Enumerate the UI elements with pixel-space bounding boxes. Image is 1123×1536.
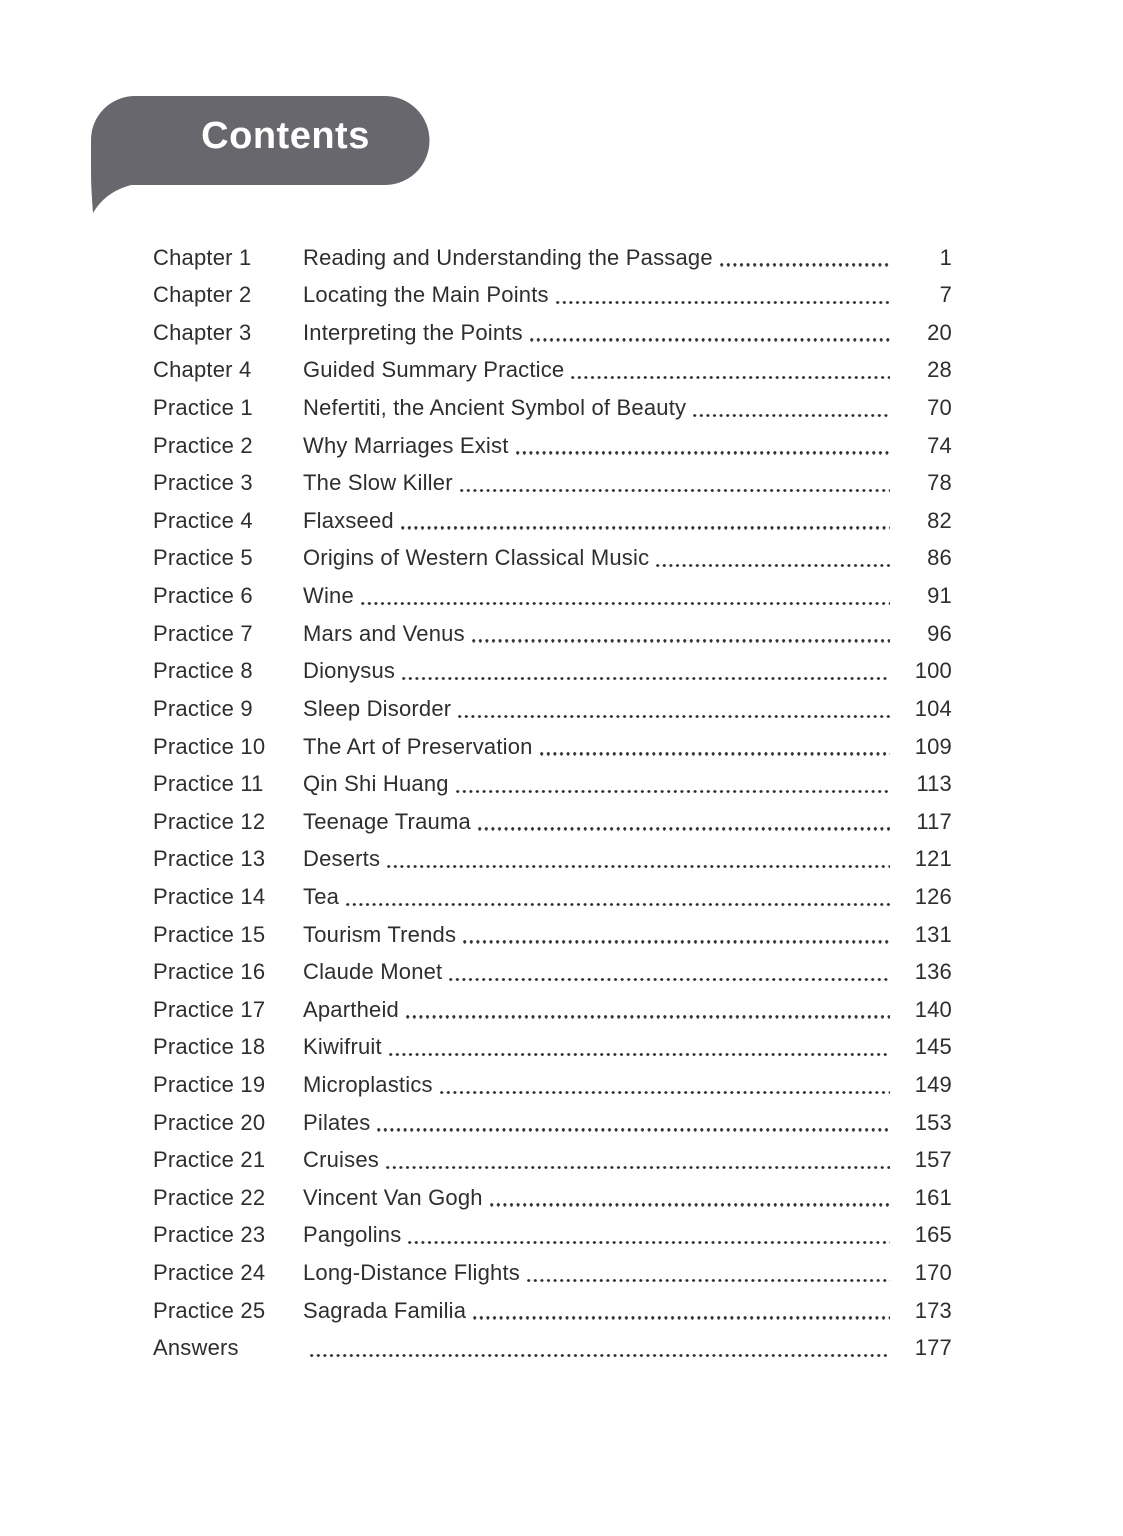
toc-entry-page: 126 <box>914 883 952 909</box>
toc-entry-title: Flaxseed <box>303 507 394 533</box>
toc-row <box>153 276 952 314</box>
toc-entry-title: Wine <box>303 583 354 609</box>
toc-entry-page: 74 <box>927 432 952 458</box>
toc-dotted-leader <box>387 865 890 868</box>
toc-entry-title: Mars and Venus <box>303 620 465 646</box>
toc-row <box>153 1291 952 1329</box>
toc-entry-label: Practice 10 <box>153 733 266 759</box>
toc-entry-page: 96 <box>927 620 952 646</box>
toc-entry-label: Practice 24 <box>153 1260 266 1286</box>
toc-entry-page: 149 <box>914 1072 952 1098</box>
toc-row <box>153 802 952 840</box>
toc-entry-page: 140 <box>914 996 952 1022</box>
toc-entry-title: Pangolins <box>303 1222 402 1248</box>
page-title: Contents <box>201 115 370 157</box>
toc-dotted-leader <box>389 1053 890 1056</box>
toc-entry-page: 153 <box>914 1109 952 1135</box>
toc-dotted-leader <box>516 451 890 454</box>
toc-entry-label: Practice 6 <box>153 583 253 609</box>
toc-entry-title: Reading and Understanding the Passage <box>303 244 713 270</box>
toc-row <box>153 689 952 727</box>
toc-entry-title: Qin Shi Huang <box>303 771 449 797</box>
toc-row <box>153 1253 952 1291</box>
toc-entry-title: Locating the Main Points <box>303 282 549 308</box>
toc-entry-label: Practice 16 <box>153 959 266 985</box>
toc-dotted-leader <box>720 263 890 266</box>
toc-dotted-leader <box>556 301 890 304</box>
toc-entry-page: 165 <box>914 1222 952 1248</box>
toc-row <box>153 614 952 652</box>
toc-entry-page: 100 <box>914 658 952 684</box>
toc-entry-label: Practice 18 <box>153 1034 266 1060</box>
toc-entry-page: 157 <box>914 1147 952 1173</box>
toc-entry-page: 28 <box>927 357 952 383</box>
toc-entry-label: Chapter 4 <box>153 357 252 383</box>
toc-dotted-leader <box>540 752 890 755</box>
toc-dotted-leader <box>401 526 890 529</box>
toc-entry-page: 131 <box>914 921 952 947</box>
toc-row <box>153 501 952 539</box>
toc-entry-page: 104 <box>914 695 952 721</box>
toc-row <box>153 990 952 1028</box>
toc-entry-title: Deserts <box>303 846 381 872</box>
toc-row <box>153 877 952 915</box>
toc-row <box>153 1065 952 1103</box>
toc-dotted-leader <box>478 827 890 830</box>
toc-row <box>153 238 952 276</box>
toc-entry-label: Practice 22 <box>153 1184 266 1210</box>
toc-entry-title: Guided Summary Practice <box>303 357 565 383</box>
toc-dotted-leader <box>463 940 890 943</box>
toc-entry-label: Practice 25 <box>153 1297 266 1323</box>
toc-row <box>153 953 952 991</box>
toc-entry-title: Cruises <box>303 1147 379 1173</box>
toc-entry-label: Practice 4 <box>153 507 253 533</box>
toc-entry-title: Pilates <box>303 1109 371 1135</box>
toc-entry-label: Practice 2 <box>153 432 253 458</box>
toc-row <box>153 1329 952 1367</box>
toc-dotted-leader <box>402 677 890 680</box>
toc-entry-page: 7 <box>939 282 952 308</box>
toc-entry-title: The Art of Preservation <box>303 733 533 759</box>
toc-dotted-leader <box>530 338 890 341</box>
toc-dotted-leader <box>310 1354 890 1357</box>
toc-entry-label: Practice 3 <box>153 470 253 496</box>
contents-header <box>91 96 430 213</box>
toc-row <box>153 1216 952 1254</box>
toc-entry-label: Practice 5 <box>153 545 253 571</box>
toc-dotted-leader <box>377 1128 890 1131</box>
toc-dotted-leader <box>406 1015 890 1018</box>
toc-entry-title: Teenage Trauma <box>303 808 471 834</box>
toc-row <box>153 765 952 803</box>
toc-entry-page: 82 <box>927 507 952 533</box>
toc-entry-title: Microplastics <box>303 1072 433 1098</box>
toc-dotted-leader <box>472 639 890 642</box>
toc-entry-page: 20 <box>927 319 952 345</box>
toc-row <box>153 840 952 878</box>
toc-entry-label: Practice 9 <box>153 695 253 721</box>
toc-entry-page: 121 <box>914 846 952 872</box>
toc-entry-label: Practice 8 <box>153 658 253 684</box>
toc-entry-title: Long-Distance Flights <box>303 1260 520 1286</box>
toc-entry-label: Practice 1 <box>153 395 253 421</box>
toc-entry-title: The Slow Killer <box>303 470 453 496</box>
toc-row <box>153 915 952 953</box>
toc-entry-label: Chapter 2 <box>153 282 252 308</box>
toc-entry-title: Sleep Disorder <box>303 695 452 721</box>
toc-entry-page: 161 <box>914 1184 952 1210</box>
toc-entry-page: 136 <box>914 959 952 985</box>
toc-entry-page: 177 <box>914 1335 952 1361</box>
toc-dotted-leader <box>386 1166 890 1169</box>
toc-entry-title: Interpreting the Points <box>303 319 523 345</box>
toc-entry-title: Sagrada Familia <box>303 1297 467 1323</box>
toc-entry-label: Practice 20 <box>153 1109 266 1135</box>
toc-entry-page: 78 <box>927 470 952 496</box>
toc-entry-label: Chapter 3 <box>153 319 252 345</box>
toc-entry-label: Practice 19 <box>153 1072 266 1098</box>
toc-dotted-leader <box>460 489 890 492</box>
toc-entry-title: Origins of Western Classical Music <box>303 545 650 571</box>
toc-row <box>153 727 952 765</box>
toc-dotted-leader <box>473 1316 890 1319</box>
toc-row <box>153 1141 952 1179</box>
toc-entry-label: Practice 13 <box>153 846 266 872</box>
toc-entry-title: Vincent Van Gogh <box>303 1184 483 1210</box>
toc-entry-label: Practice 17 <box>153 996 266 1022</box>
toc-entry-page: 1 <box>939 244 952 270</box>
toc-entry-title: Nefertiti, the Ancient Symbol of Beauty <box>303 395 687 421</box>
toc-row <box>153 576 952 614</box>
toc-entry-page: 109 <box>914 733 952 759</box>
toc-entry-title: Why Marriages Exist <box>303 432 509 458</box>
toc-entry-label: Practice 11 <box>153 771 264 797</box>
toc-row <box>153 426 952 464</box>
toc-entry-label: Practice 23 <box>153 1222 266 1248</box>
toc-entry-title: Kiwifruit <box>303 1034 382 1060</box>
toc-entry-page: 170 <box>914 1260 952 1286</box>
toc-list <box>153 238 952 1366</box>
toc-row <box>153 652 952 690</box>
toc-entry-page: 173 <box>914 1297 952 1323</box>
toc-entry-page: 145 <box>914 1034 952 1060</box>
toc-dotted-leader <box>361 602 890 605</box>
toc-row <box>153 313 952 351</box>
toc-row <box>153 464 952 502</box>
toc-row <box>153 539 952 577</box>
toc-entry-label: Practice 12 <box>153 808 266 834</box>
toc-entry-label: Practice 21 <box>153 1147 266 1173</box>
toc-entry-page: 70 <box>927 395 952 421</box>
toc-dotted-leader <box>449 978 890 981</box>
toc-dotted-leader <box>408 1241 890 1244</box>
toc-entry-label: Chapter 1 <box>153 244 252 270</box>
toc-dotted-leader <box>456 790 890 793</box>
toc-entry-page: 113 <box>916 771 952 797</box>
toc-entry-label: Practice 7 <box>153 620 253 646</box>
toc-dotted-leader <box>693 414 890 417</box>
toc-row <box>153 388 952 426</box>
toc-row <box>153 1028 952 1066</box>
toc-entry-title: Apartheid <box>303 996 399 1022</box>
toc-entry-page: 117 <box>916 808 952 834</box>
toc-entry-page: 86 <box>927 545 952 571</box>
toc-entry-title: Tourism Trends <box>303 921 457 947</box>
toc-row <box>153 351 952 389</box>
toc-row <box>153 1178 952 1216</box>
toc-entry-title: Dionysus <box>303 658 396 684</box>
toc-dotted-leader <box>490 1203 890 1206</box>
toc-dotted-leader <box>458 715 890 718</box>
toc-entry-label: Practice 14 <box>153 883 266 909</box>
toc-dotted-leader <box>440 1091 890 1094</box>
toc-entry-label: Practice 15 <box>153 921 266 947</box>
toc-entry-title: Tea <box>303 883 340 909</box>
toc-row <box>153 1103 952 1141</box>
toc-dotted-leader <box>571 376 890 379</box>
toc-dotted-leader <box>656 564 890 567</box>
toc-entry-page: 91 <box>927 583 952 609</box>
toc-dotted-leader <box>346 903 890 906</box>
toc-entry-label: Answers <box>153 1335 239 1361</box>
toc-entry-title: Claude Monet <box>303 959 443 985</box>
toc-dotted-leader <box>527 1279 890 1282</box>
